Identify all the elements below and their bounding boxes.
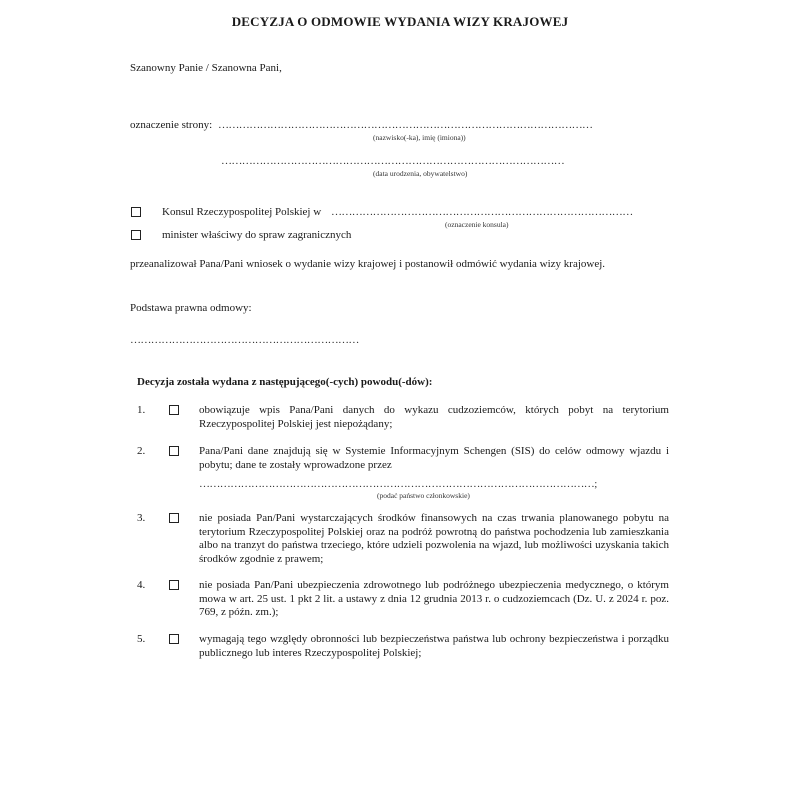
reason-4-checkbox[interactable] [169, 580, 179, 590]
reason-3-checkbox[interactable] [169, 513, 179, 523]
reason-2-checkbox[interactable] [169, 446, 179, 456]
analysis-sentence: przeanalizował Pana/Pani wniosek o wydanie wizy krajowej i postanowił odmówić wydania wizy krajowej. [130, 258, 606, 270]
reason-2-caption: (podać państwo członkowskie) [377, 491, 470, 500]
reason-5-number: 5. [137, 633, 146, 645]
caption-consul: (oznaczenie konsula) [445, 220, 509, 229]
reason-5-text: wymagają tego względy obronności lub bezpieczeństwa państwa lub ochrony bezpieczeństwa i porządku publicznego lub interes Rzeczypospolitej Polskiej; [199, 633, 669, 659]
caption-birth: (data urodzenia, obywatelstwo) [373, 169, 468, 178]
reason-2-text: Pana/Pani dane znajdują się w Systemie Informacyjnym Schengen (SIS) do celów odmowy wjazdu i pobytu; dane te zostały wprowadzone przez [199, 445, 669, 471]
minister-checkbox[interactable] [131, 230, 141, 240]
option-minister-label: minister właściwy do spraw zagranicznych [162, 229, 352, 241]
document-title: DECYZJA O ODMOWIE WYDANIA WIZY KRAJOWEJ [231, 14, 569, 29]
consul-checkbox[interactable] [131, 207, 141, 217]
legal-basis-line[interactable]: ………………………………………………………… [130, 334, 359, 346]
consul-location-line[interactable]: …………………………………………………………………………… [331, 206, 633, 218]
reason-5-checkbox[interactable] [169, 634, 179, 644]
reason-2-member-state-line[interactable]: ……………………………………………………………………………………………………; [199, 478, 597, 490]
reason-4-number: 4. [137, 579, 146, 591]
reason-1-checkbox[interactable] [169, 405, 179, 415]
legal-basis-label: Podstawa prawna odmowy: [130, 302, 252, 314]
party-label: oznaczenie strony: [130, 119, 213, 131]
reason-1-text: obowiązuje wpis Pana/Pani danych do wykazu cudzoziemców, których pobyt na terytorium Rzeczypospolitej Polskiej jest niepożądany; [199, 404, 669, 430]
reason-3-text: nie posiada Pan/Pani wystarczających środków finansowych na czas trwania planowanego pobytu na terytorium Rzeczypospolitej Polskiej oraz na podróż powrotną do państwa pochodzenia lub zamieszkania albo na tranzyt do państwa trzeciego, które udzieli pozwolenia na wjazd, lub możliwości uzyskania takich środków zgodnie z prawem; [199, 512, 669, 565]
reason-4-text: nie posiada Pan/Pani ubezpieczenia zdrowotnego lub podróżnego ubezpieczenia medycznego, o którym mowa w art. 25 ust. 1 pkt 2 lit. a ustawy z dnia 12 grudnia 2013 r. o cudzoziemcach (Dz. U. z 2024 r. poz. 769, z późn. zm.); [199, 579, 669, 618]
party-birth-line[interactable]: ……………………………………………………………………………………… [221, 155, 565, 167]
party-name-line[interactable]: ……………………………………………………………………………………………… [218, 119, 593, 131]
reason-3-number: 3. [137, 512, 146, 524]
salutation: Szanowny Panie / Szanowna Pani, [130, 62, 282, 74]
caption-name: (nazwisko(-ka), imię (imiona)) [373, 133, 466, 142]
reason-2-number: 2. [137, 445, 146, 457]
reason-1-number: 1. [137, 404, 146, 416]
option-consul-label: Konsul Rzeczypospolitej Polskiej w [162, 206, 322, 218]
reasons-heading: Decyzja została wydana z następującego(-cych) powodu(-dów): [137, 376, 433, 388]
